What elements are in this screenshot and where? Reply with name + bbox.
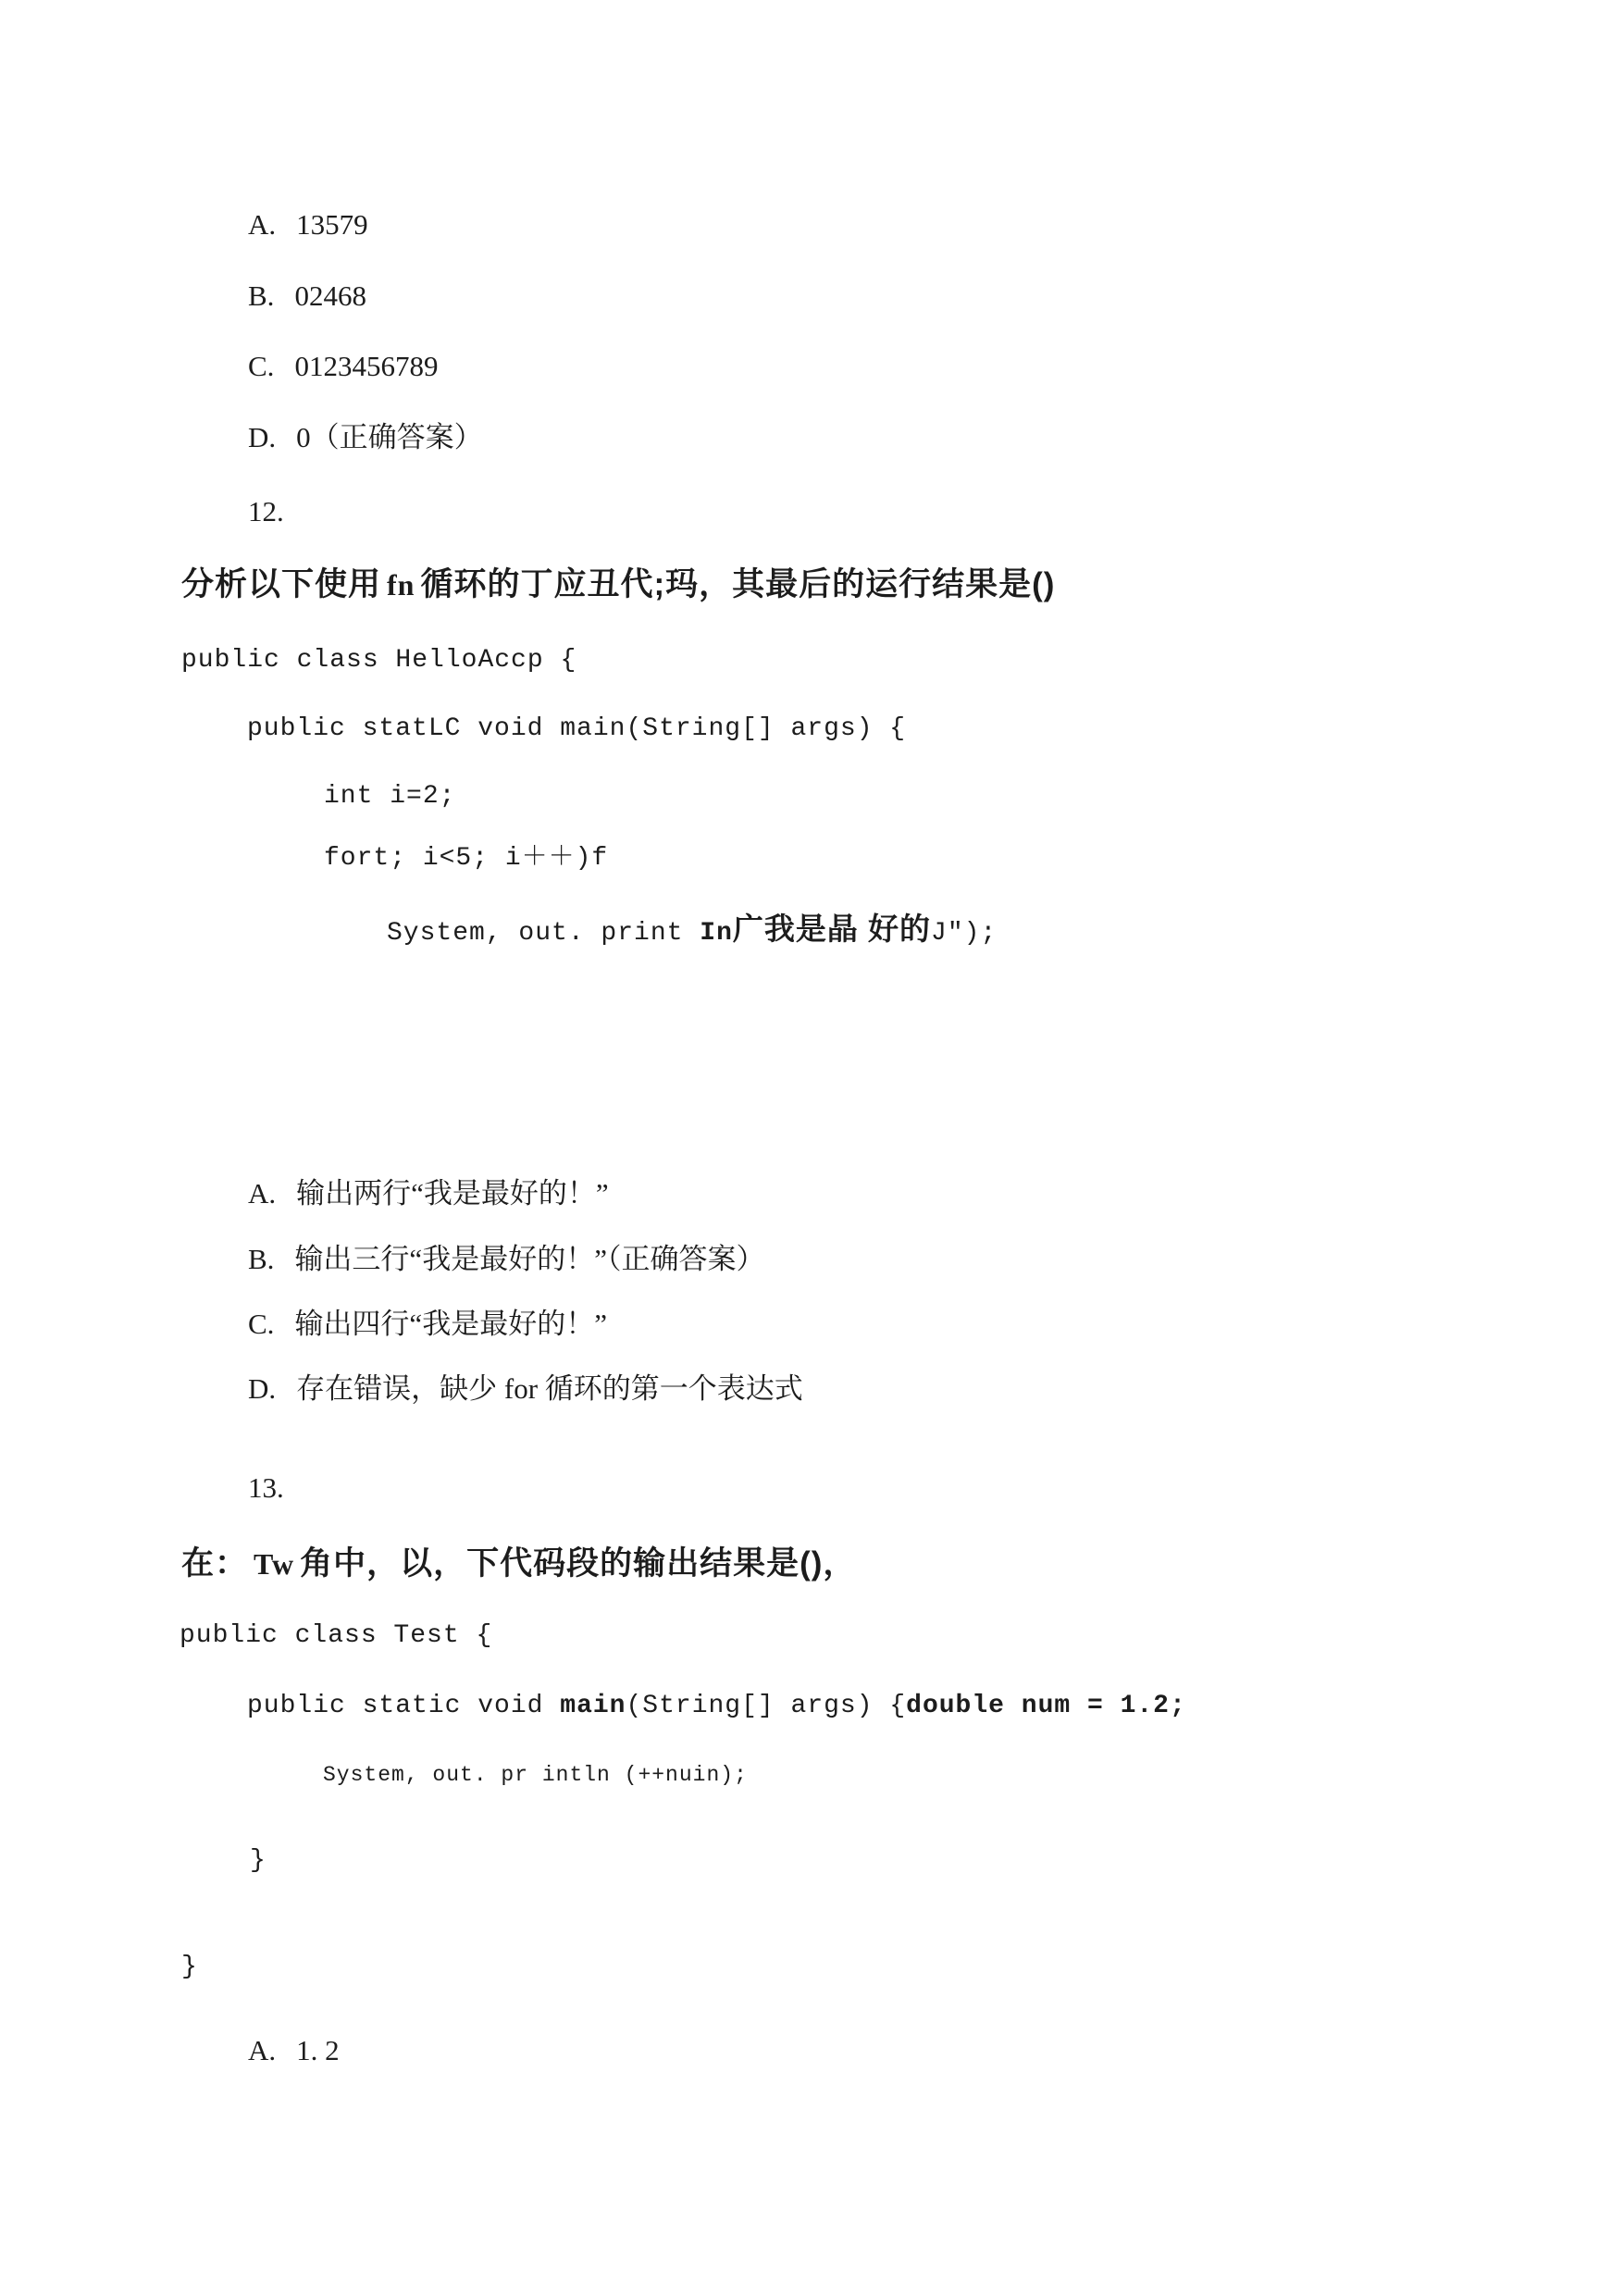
q12-option-a bbox=[248, 1177, 609, 1210]
option-text: 02468 bbox=[294, 279, 366, 312]
option-text: 存在错误，缺少 for 循环的第一个表达式 bbox=[296, 1372, 803, 1405]
option-text: 13579 bbox=[296, 208, 368, 241]
option-label: A. bbox=[248, 2034, 277, 2066]
q12-code-line-3: int i=2; bbox=[324, 782, 456, 811]
q12-stem bbox=[181, 566, 1055, 603]
stem-text: 在： bbox=[181, 1545, 249, 1582]
code-text: System, out. print bbox=[387, 919, 700, 948]
option-label: A. bbox=[248, 1177, 277, 1210]
q13-code-line-1: public class Test { bbox=[180, 1621, 493, 1650]
q13-stem bbox=[181, 1545, 856, 1582]
stem-keyword: Tw bbox=[254, 1547, 295, 1581]
option-label: B. bbox=[248, 1243, 275, 1275]
q11-option-d bbox=[248, 421, 483, 454]
q13-code-line-2 bbox=[247, 1692, 1186, 1721]
option-label: C. bbox=[248, 350, 275, 382]
q12-option-d bbox=[248, 1372, 803, 1406]
q12-code-line-2: public statLC void main(String[] args) { bbox=[247, 714, 907, 743]
option-text: 0（正确答案） bbox=[296, 421, 483, 453]
stem-keyword: fn bbox=[387, 568, 415, 602]
q12-option-c bbox=[248, 1308, 607, 1341]
option-text: 输出四行“我是最好的！” bbox=[294, 1308, 607, 1340]
option-text: 0123456789 bbox=[294, 350, 439, 382]
option-text: 1. 2 bbox=[296, 2034, 340, 2066]
stem-text: 循环的丁应丑代;玛，其最后的运行结果是() bbox=[420, 566, 1056, 602]
q13-closing-brace-inner: } bbox=[250, 1846, 267, 1875]
code-bold-cjk: 广我是晶 好的 bbox=[732, 912, 932, 946]
stem-text: 分析以下使用 bbox=[181, 566, 382, 602]
q12-code-line-1: public class HelloAccp { bbox=[181, 646, 577, 675]
option-label: D. bbox=[248, 421, 277, 453]
q12-code-line-5 bbox=[387, 912, 997, 949]
code-bold-text: main bbox=[560, 1692, 626, 1720]
option-text: 输出三行“我是最好的！”（正确答案） bbox=[294, 1243, 765, 1275]
q11-option-c bbox=[248, 350, 438, 383]
q12-option-b bbox=[248, 1243, 764, 1276]
q13-code-line-3: System, out. pr intln (++nuin); bbox=[323, 1763, 748, 1787]
code-text: public static void bbox=[247, 1692, 561, 1720]
option-label: C. bbox=[248, 1308, 275, 1340]
option-label: B. bbox=[248, 279, 275, 312]
code-text: (String[] args) { bbox=[626, 1692, 907, 1720]
q12-code-line-4: fort; i<5; i＋＋)f bbox=[324, 844, 609, 873]
q11-option-a bbox=[248, 208, 368, 242]
q13-option-a bbox=[248, 2034, 340, 2067]
option-label: D. bbox=[248, 1372, 277, 1405]
stem-text: 角中，以，下代码段的输出结果是()， bbox=[300, 1545, 857, 1582]
option-label: A. bbox=[248, 208, 277, 241]
q12-number: 12. bbox=[248, 495, 284, 527]
q13-number: 13. bbox=[248, 1471, 284, 1504]
q11-option-b bbox=[248, 279, 366, 313]
code-text: J″); bbox=[931, 919, 998, 948]
option-text: 输出两行“我是最好的！” bbox=[296, 1177, 609, 1210]
q13-closing-brace-outer: } bbox=[181, 1953, 198, 1981]
code-bold-text: In bbox=[700, 919, 733, 948]
code-bold-text: double num = 1.2; bbox=[906, 1692, 1186, 1720]
